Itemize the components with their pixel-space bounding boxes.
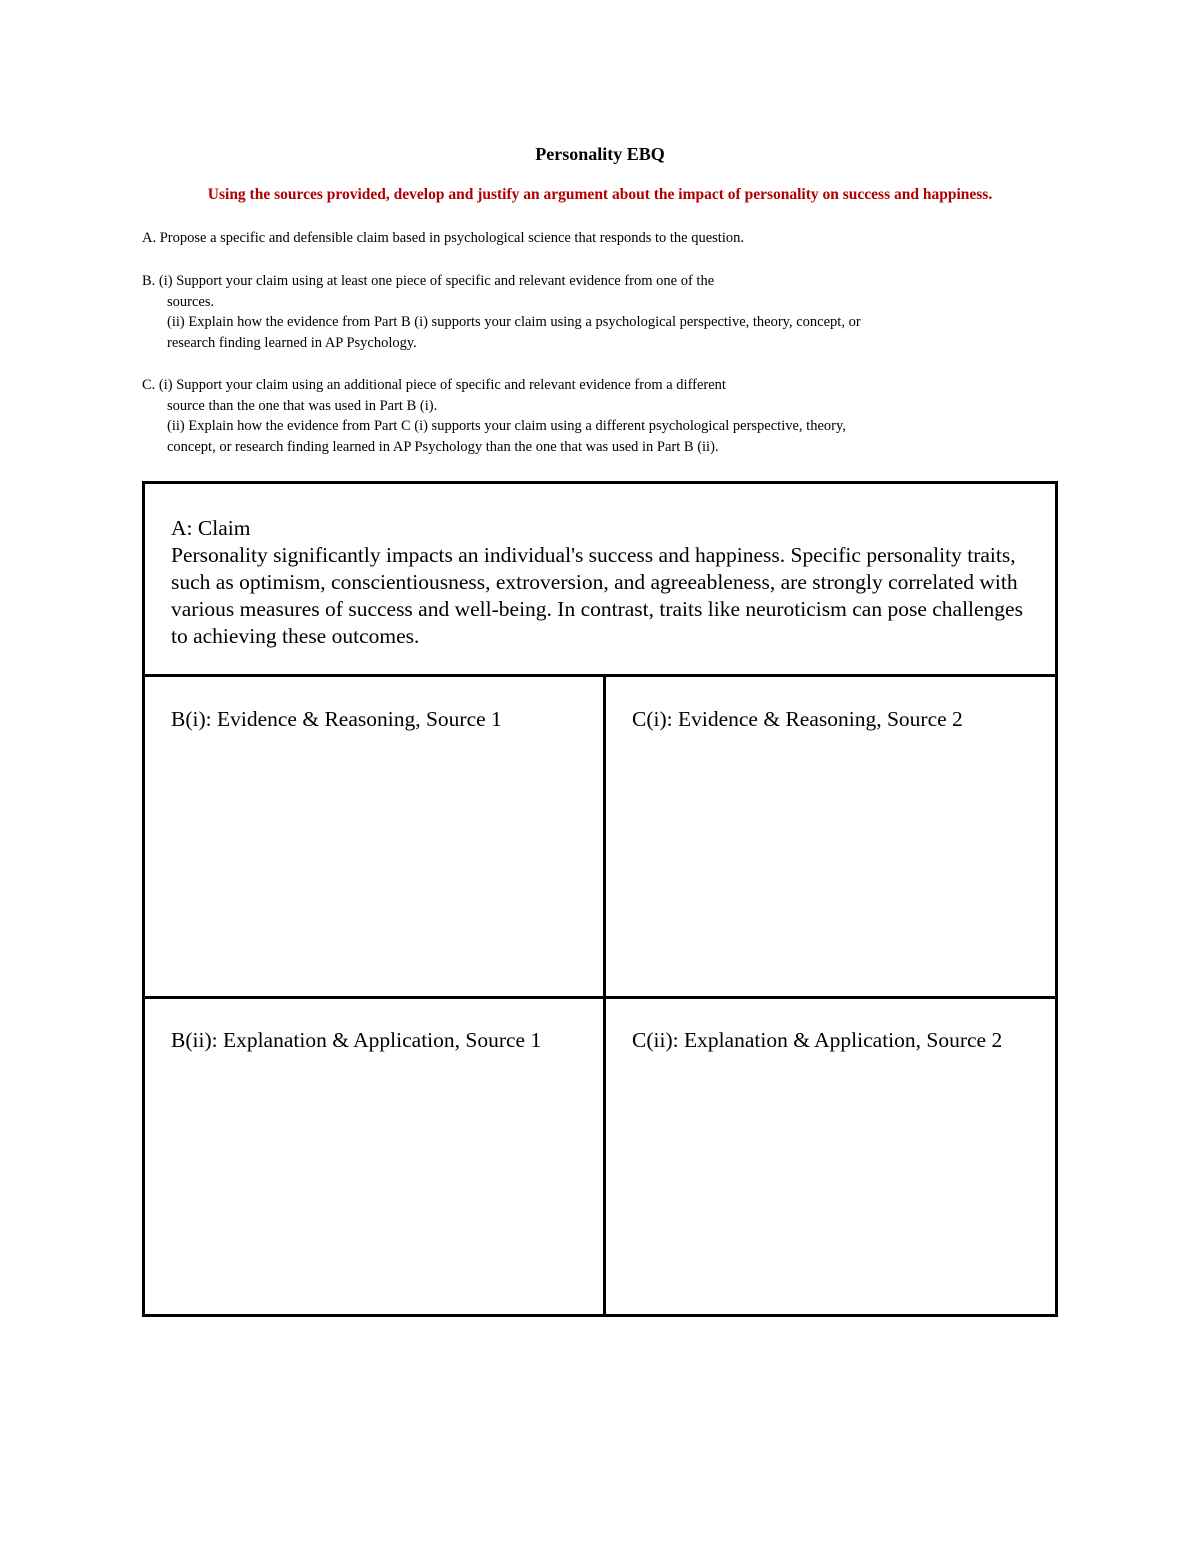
explanation-source-2-cell[interactable] [632, 1027, 1042, 1054]
instruction-c-i-line2: source than the one that was used in Part B (i). [167, 397, 438, 414]
claim-text: Personality significantly impacts an individual's success and happiness. Specific personality traits, such as optimism, conscientiousness, extroversion, and agreeableness, are strongly correlated with various measures of success and well-being. In contrast, traits like neuroticism can pose challenges to achieving these outcomes. [171, 543, 1023, 648]
evidence-source-2-heading: C(i): Evidence & Reasoning, Source 2 [632, 707, 963, 731]
claim-cell[interactable] [171, 515, 1041, 650]
instruction-a-text: A. Propose a specific and defensible claim based in psychological science that responds to the question. [142, 230, 744, 246]
evidence-source-2-cell[interactable] [632, 706, 1042, 733]
instruction-b [142, 271, 861, 353]
instruction-b-i-line2: sources. [167, 293, 215, 310]
instruction-c-ii-line2: concept, or research finding learned in AP Psychology than the one that was used in Part B (ii). [167, 438, 719, 455]
claim-heading: A: Claim [171, 516, 251, 540]
instruction-b-i-line1: B. (i) Support your claim using at least one piece of specific and relevant evidence from one of the [142, 273, 715, 289]
evidence-source-1-cell[interactable] [171, 706, 581, 733]
instruction-a [142, 228, 744, 249]
instruction-b-ii-line2: research finding learned in AP Psychology. [167, 334, 417, 351]
table-horizontal-divider [145, 996, 1055, 999]
instruction-c-ii-line1: (ii) Explain how the evidence from Part C (i) supports your claim using a different psychological perspective, theory, [167, 418, 846, 434]
instruction-c-i-line1: C. (i) Support your claim using an additional piece of specific and relevant evidence from a different [142, 377, 726, 393]
explanation-source-2-heading: C(ii): Explanation & Application, Source 2 [632, 1028, 1003, 1052]
prompt-question: Using the sources provided, develop and justify an argument about the impact of personality on success and happiness. [207, 186, 993, 203]
instruction-b-ii-line1: (ii) Explain how the evidence from Part B (i) supports your claim using a psychological perspective, theory, concept, or [167, 314, 861, 330]
evidence-source-1-heading: B(i): Evidence & Reasoning, Source 1 [171, 707, 502, 731]
explanation-source-1-heading: B(ii): Explanation & Application, Source 1 [171, 1028, 542, 1052]
explanation-source-1-cell[interactable] [171, 1027, 581, 1054]
document-title: Personality EBQ [535, 144, 665, 164]
response-table [142, 481, 1058, 1317]
instruction-c [142, 375, 846, 457]
